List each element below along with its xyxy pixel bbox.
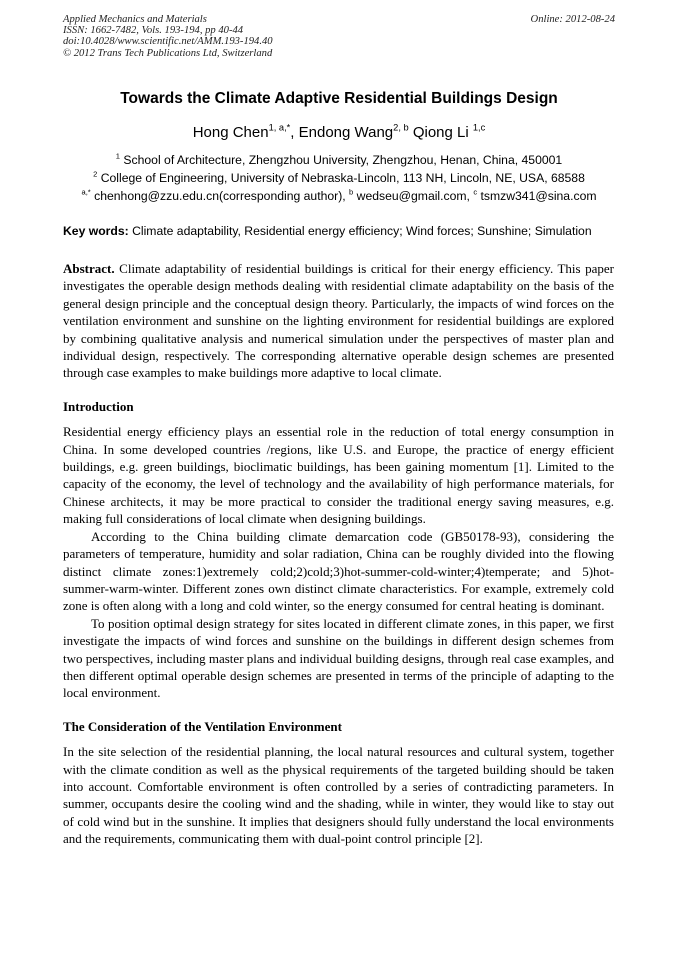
- author-name: Hong Chen: [192, 124, 269, 141]
- author-name: Qiong Li: [412, 124, 473, 141]
- authors: [0, 124, 678, 141]
- aff-text: College of Engineering, University of Nebraska-Lincoln, 113 NH, Lincoln, NE, USA, 68588: [97, 171, 585, 185]
- author-sup: 2, b: [393, 122, 409, 133]
- doi: doi:10.4028/www.scientific.net/AMM.193-194.40: [63, 36, 273, 48]
- copyright: © 2012 Trans Tech Publications Ltd, Switzerland: [63, 47, 273, 59]
- aff-sup: 2: [93, 169, 98, 179]
- section-heading: The Consideration of the Ventilation Environment: [63, 718, 342, 734]
- keywords: [63, 224, 592, 238]
- author-sup: 1, a,*: [268, 122, 291, 133]
- keywords-label: Key words:: [63, 224, 129, 238]
- email-b: wedseu@gmail.com,: [353, 189, 474, 203]
- email-a: chenhong@zzu.edu.cn(corresponding author),: [90, 189, 350, 203]
- aff-sup: 1: [115, 151, 120, 161]
- paragraph: To position optimal design strategy for sites located in different climate zones, in this paper, we first investigate the impacts of wind forces and sunshine on the buildings in different design schemes from two perspectives, including master plans and individual building designs, through real case examples, and then different optimal operable design schemes are presented in terms of the principle of adapting to the local environment.: [63, 615, 614, 701]
- section-heading: Introduction: [63, 398, 134, 414]
- email-sup: a,*: [81, 187, 91, 197]
- paragraph: In the site selection of the residential planning, the local natural resources and cultural system, together with the climate condition as well as the physical requirements of the targeted building should be taken into account. Comfortable environment is often controlled by a series of contradicting parameters. In summer, occupants desire the cooling wind and the shading, while in winter, they would like to stay out of cold wind but in the sunshine. It implies that designers should fully understand the local environments and the requirements, communicating them with dual-point control principle [2].: [63, 744, 614, 847]
- online-date: Online: 2012-08-24: [530, 14, 615, 25]
- affiliation-2: [0, 171, 678, 185]
- affiliation-1: [0, 153, 678, 167]
- paper-title: Towards the Climate Adaptive Residential Buildings Design: [120, 90, 558, 107]
- abstract-label: Abstract.: [63, 261, 115, 276]
- author-sup: 1,c: [472, 122, 486, 133]
- email-sup: c: [473, 187, 478, 197]
- issn: ISSN: 1662-7482, Vols. 193-194, pp 40-44: [63, 25, 244, 37]
- author-name: Endong Wang: [298, 124, 394, 141]
- emails: [0, 189, 678, 203]
- journal-header: [63, 14, 273, 59]
- email-c: tsmzw341@sina.com: [477, 189, 597, 203]
- paragraph: Residential energy efficiency plays an essential role in the reduction of total energy consumption in China. In some developed countries /regions, like U.S. and Europe, the practice of energy efficient buildings, e.g. green buildings, bioclimatic buildings, has been gaining momentum [1]. Limited to the capacity of the economy, the level of technology and the availability of high performance materials, for Chinese architects, it may be more practical to consider the traditional energy saving measures, e.g. making full considerations of local climate when designing buildings.: [63, 424, 614, 527]
- abstract-text: Climate adaptability of residential buildings is critical for their energy efficiency. This paper investigates the operable design methods dealing with residential climate adaptability on the basis of the general design principle and the conceptual design theory. Particularly, the impacts of wind forces on the ventilation environment and sunshine on the lighting environment for residential buildings are explored by combining qualitative analysis and numerical simulation under the perspectives of master plan and individual design, respectively. The corresponding alternative operable design schemes are presented through case examples to make buildings more adaptive to local climate.: [63, 261, 614, 381]
- author-sep: ,: [290, 124, 299, 141]
- paper-body: [63, 260, 614, 848]
- paragraph: According to the China building climate demarcation code (GB50178-93), considering the parameters of temperature, humidity and solar radiation, China can be roughly divided into the flowing distinct climate zones:1)extremely cold;2)cold;3)hot-summer-cold-winter;4)temperate; and 5)hot-summer-warm-winter. Different zones own distinct climate characteristics. For example, extremely cold zone is often along with a long and cold winter, so the energy consumed for central heating is dominant.: [63, 528, 614, 614]
- aff-text: School of Architecture, Zhengzhou University, Zhengzhou, Henan, China, 450001: [120, 153, 563, 167]
- keywords-text: Climate adaptability, Residential energy efficiency; Wind forces; Sunshine; Simulation: [128, 224, 592, 238]
- email-sup: b: [349, 187, 354, 197]
- journal-name: Applied Mechanics and Materials: [63, 14, 207, 25]
- abstract: [63, 260, 614, 382]
